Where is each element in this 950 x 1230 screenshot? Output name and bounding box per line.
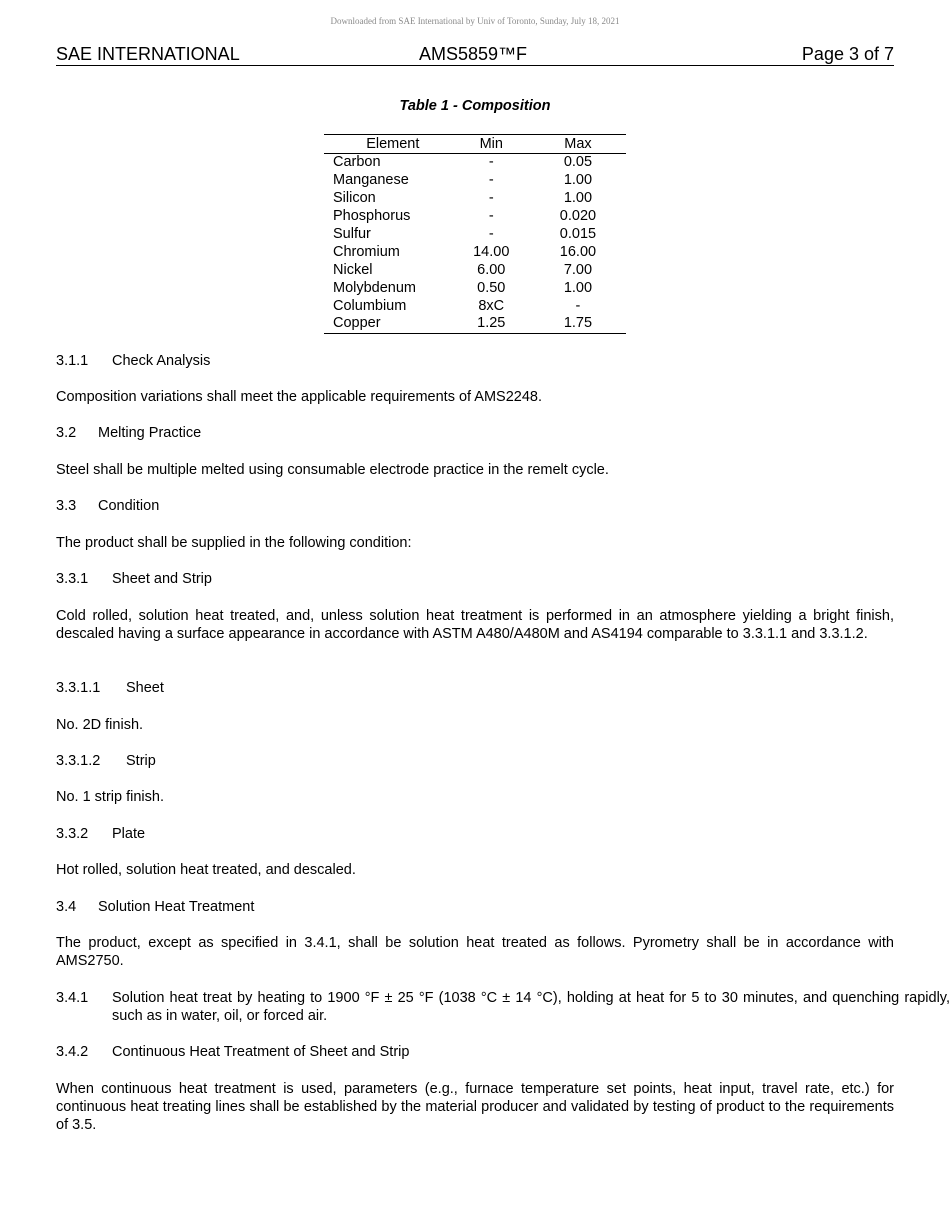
header-doc-id: AMS5859™F: [419, 44, 528, 64]
paragraph-3-3-1: Cold rolled, solution heat treated, and, unless solution heat treatment is performed in an atmosphere yielding a bright finish, descaled having a surface appearance in accordance with ASTM A480/A480M and AS4194 comparable to 3.3.1.1 and 3.3.1.2.: [56, 608, 894, 642]
paragraph-3-3-1-2: No. 1 strip finish.: [56, 789, 164, 805]
min-cell: -: [488, 154, 494, 171]
page-header: [56, 44, 894, 66]
element-cell: Copper: [324, 315, 453, 333]
min-cell: 14.00: [473, 243, 510, 260]
column-header-element: Element: [324, 135, 453, 154]
min-cell: -: [488, 208, 494, 225]
paragraph-3-3: The product shall be supplied in the following condition:: [56, 535, 412, 551]
section-title: Continuous Heat Treatment of Sheet and Strip: [112, 1044, 410, 1060]
table-row: [324, 243, 626, 261]
element-cell: Carbon: [333, 154, 381, 171]
section-number: 3.4.1: [56, 990, 89, 1006]
table-row: [324, 315, 626, 333]
min-cell: 1.25: [453, 315, 530, 333]
paragraph-3-3-2: Hot rolled, solution heat treated, and descaled.: [56, 862, 356, 878]
section-heading-3-3-2: [56, 825, 894, 843]
section-number: 3.3.2: [56, 826, 89, 842]
section-text: Solution heat treat by heating to 1900 °F ± 25 °F (1038 °C ± 14 °C), holding at heat for 5 to 30 minutes, and quenching rapidly, such as in water, oil, or forced air.: [112, 990, 950, 1024]
max-cell: 7.00: [563, 261, 593, 278]
table-row: [324, 190, 626, 208]
paragraph-3-4-2: When continuous heat treatment is used, parameters (e.g., furnace temperature set points, heat input, travel rate, etc.) for continuous heat treating lines shall be established by the material producer and validated by testing of product to the requirements of 3.5.: [56, 1081, 894, 1133]
max-cell: 1.00: [563, 172, 593, 189]
section-heading-3-3: [56, 497, 894, 515]
section-number: 3.1.1: [56, 353, 89, 369]
composition-table: [324, 134, 626, 334]
max-cell: 0.015: [559, 226, 597, 242]
table-row: [324, 208, 626, 226]
section-heading-3-3-1-2: [56, 752, 894, 770]
element-cell: Silicon: [333, 190, 376, 207]
section-heading-3-4: [56, 898, 894, 916]
section-number: 3.2: [56, 425, 77, 441]
element-cell: Manganese: [333, 172, 409, 189]
table-row: [324, 172, 626, 190]
section-heading-3-1-1: [56, 352, 894, 370]
column-header-max: Max: [530, 135, 626, 154]
section-number: 3.4: [56, 899, 77, 915]
section-title: Condition: [98, 498, 160, 514]
element-cell: Sulfur: [333, 226, 371, 242]
column-header-min: Min: [453, 135, 530, 154]
table-header-row: [324, 135, 626, 154]
section-heading-3-3-1-1: [56, 679, 894, 697]
min-cell: 6.00: [477, 261, 506, 278]
section-title: Sheet: [126, 680, 164, 696]
section-heading-3-4-2: [56, 1043, 894, 1061]
paragraph-3-1-1: Composition variations shall meet the applicable requirements of AMS2248.: [56, 389, 543, 405]
table-row: [324, 261, 626, 279]
section-title: Plate: [112, 826, 146, 842]
section-title: Sheet and Strip: [112, 571, 212, 587]
element-cell: Columbium: [333, 297, 407, 314]
min-cell: 8xC: [478, 297, 505, 314]
max-cell: 16.00: [559, 243, 597, 260]
min-cell: -: [488, 226, 494, 242]
element-cell: Nickel: [333, 261, 373, 278]
table-row: [324, 226, 626, 244]
header-org: SAE INTERNATIONAL: [56, 44, 240, 64]
max-cell: 1.00: [563, 190, 593, 207]
paragraph-3-2: Steel shall be multiple melted using consumable electrode practice in the remelt cycle.: [56, 462, 609, 478]
paragraph-3-4: The product, except as specified in 3.4.1, shall be solution heat treated as follows. Pyrometry shall be in accordance with AMS2750.: [56, 935, 894, 969]
min-cell: 0.50: [477, 279, 506, 296]
max-cell: 1.00: [563, 279, 593, 296]
section-title: Check Analysis: [112, 353, 211, 369]
table-row: [324, 154, 626, 172]
max-cell: 0.020: [559, 208, 597, 225]
min-cell: -: [488, 190, 494, 207]
section-title: Strip: [126, 753, 156, 769]
section-title: Melting Practice: [98, 425, 202, 441]
min-cell: -: [488, 172, 494, 189]
element-cell: Phosphorus: [333, 208, 411, 225]
section-heading-3-3-1: [56, 570, 894, 588]
header-page-number: Page 3 of 7: [801, 44, 894, 64]
section-number: 3.3.1: [56, 571, 89, 587]
max-cell: 0.05: [563, 154, 593, 171]
table-title: Table 1 - Composition: [399, 98, 551, 114]
max-cell: 1.75: [530, 315, 626, 333]
section-heading-3-2: [56, 424, 894, 442]
section-number: 3.3: [56, 498, 77, 514]
max-cell: -: [575, 297, 581, 314]
element-cell: Chromium: [333, 243, 400, 260]
section-number: 3.3.1.2: [56, 753, 101, 769]
section-number: 3.4.2: [56, 1044, 89, 1060]
table-row: [324, 279, 626, 297]
element-cell: Molybdenum: [333, 279, 417, 296]
paragraph-3-4-1: [56, 989, 950, 1025]
table-row: [324, 297, 626, 315]
section-title: Solution Heat Treatment: [98, 899, 255, 915]
section-number: 3.3.1.1: [56, 680, 101, 696]
paragraph-3-3-1-1: No. 2D finish.: [56, 717, 144, 733]
download-watermark: Downloaded from SAE International by Univ of Toronto, Sunday, July 18, 2021: [330, 16, 620, 26]
